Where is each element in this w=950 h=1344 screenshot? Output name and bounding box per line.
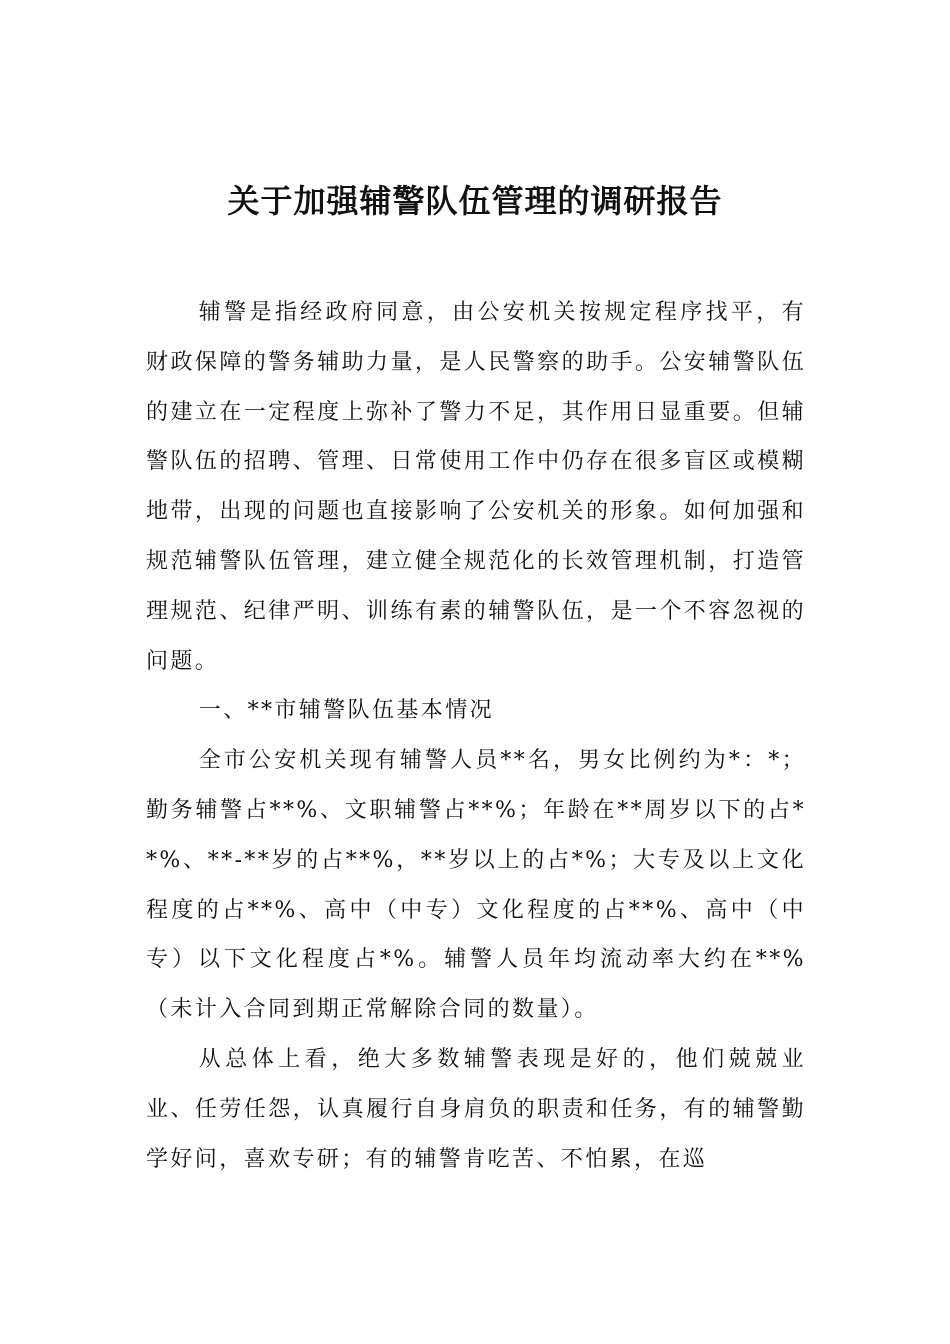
section-paragraph: 从总体上看，绝大多数辅警表现是好的，他们兢兢业业、任劳任怨，认真履行自身肩负的职责和任务，有的辅警勤学好问，喜欢专研；有的辅警肯吃苦、不怕累，在巡 xyxy=(146,1046,806,1172)
intro-paragraph: 辅警是指经政府同意，由公安机关按规定程序找平，有财政保障的警务辅助力量，是人民警察的助手。公安辅警队伍的建立在一定程度上弥补了警力不足，其作用日显重要。但辅警队伍的招聘、管理、日常使用工作中仍存在很多盲区或模糊地带，出现的问题也直接影响了公安机关的形象。如何加强和规范辅警队伍管理，建立健全规范化的长效管理机制，打造管理规范、纪律严明、训练有素的辅警队伍，是一个不容忽视的问题。 xyxy=(146,300,806,674)
document-body xyxy=(146,288,806,1184)
section-heading: 一、**市辅警队伍基本情况 xyxy=(198,698,494,724)
document-title: 关于加强辅警队伍管理的调研报告 xyxy=(227,182,723,221)
section-paragraph: 全市公安机关现有辅警人员**名，男女比例约为*：*；勤务辅警占**%、文职辅警占**%；年龄在**周岁以下的占**%、**-**岁的占**%，**岁以上的占*%；大专及以上文化程度的占**%、高中（中专）文化程度的占**%、高中（中专）以下文化程度占*%。辅警人员年均流动率大约在**%（未计入合同到期正常解除合同的数量）。 xyxy=(146,748,806,1023)
